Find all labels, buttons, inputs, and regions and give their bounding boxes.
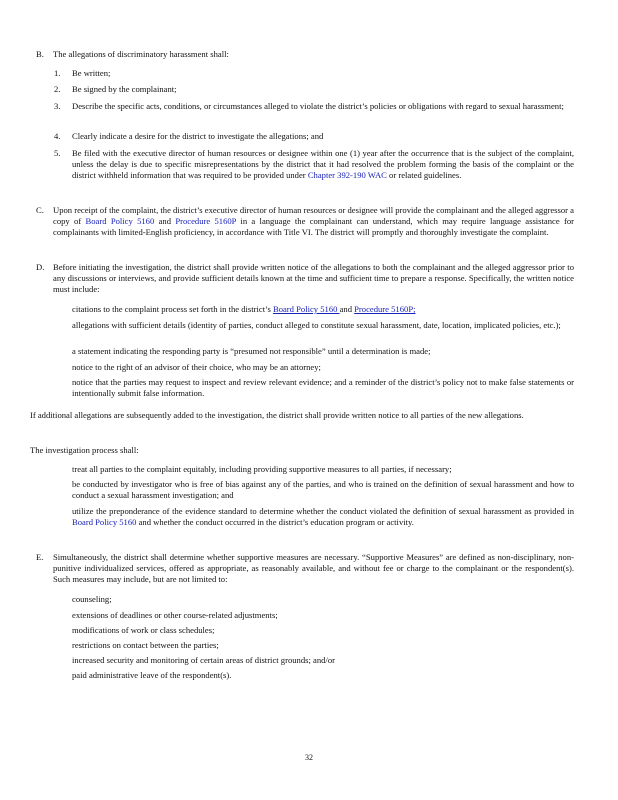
item-number: 3. xyxy=(54,101,61,111)
item-text: increased security and monitoring of certain areas of district grounds; and/or xyxy=(72,655,335,665)
chapter-wac-link[interactable]: Chapter 392-190 WAC xyxy=(307,169,387,180)
section-b xyxy=(36,49,574,60)
procedure-link[interactable]: Procedure 5160P xyxy=(175,215,237,226)
section-d xyxy=(36,262,574,294)
item-text: paid administrative leave of the respondent(s). xyxy=(72,670,232,680)
page-number: 32 xyxy=(305,753,313,762)
item-text: utilize the preponderance of the evidence standard to determine whether the conduct violated the definition of sexual harassment as provided in Board Policy 5160 and whether the conduct occurred in the district’s education program or activity. xyxy=(72,506,574,527)
list-item xyxy=(54,148,574,180)
list-item xyxy=(53,304,574,315)
item-text: Describe the specific acts, conditions, or circumstances alleged to violate the district’s policies or obligations with regard to sexual harassment; xyxy=(72,101,564,111)
board-policy-link[interactable]: Board Policy 5160 xyxy=(272,304,340,314)
item-number: 5. xyxy=(54,148,61,158)
item-number: 1. xyxy=(54,68,61,78)
list-item xyxy=(53,594,574,605)
list-item xyxy=(53,362,574,373)
section-e xyxy=(36,552,574,584)
item-text: modifications of work or class schedules; xyxy=(72,625,215,635)
procedure-link[interactable]: Procedure 5160P; xyxy=(354,304,416,314)
item-text: be conducted by investigator who is free of bias against any of the parties, and who is trained on the definition of sexual harassment and how to conduct a sexual harassment investigation; and xyxy=(72,479,574,500)
list-item xyxy=(53,320,574,331)
item-text: counseling; xyxy=(72,594,112,604)
list-item xyxy=(54,68,574,79)
item-number: 2. xyxy=(54,84,61,94)
item-text: citations to the complaint process set forth in the district’s Board Policy 5160 and Procedure 5160P; xyxy=(72,304,416,314)
list-item xyxy=(53,506,574,528)
list-item xyxy=(53,464,574,475)
list-item xyxy=(53,346,574,357)
section-marker: D. xyxy=(36,262,45,272)
list-item xyxy=(54,131,574,142)
item-text: a statement indicating the responding party is “presumed not responsible” until a determination is made; xyxy=(72,346,431,356)
section-c-text: Upon receipt of the complaint, the district’s executive director of human resources or designee will provide the complainant and the alleged aggressor a copy of Board Policy 5160 and Procedure 5160P in a language the complainant can understand, which may require language assistance for complainants with limited-English proficiency, in accordance with Title VI. The district will promptly and thoroughly investigate the complaint. xyxy=(53,205,574,237)
item-text: notice to the right of an advisor of their choice, who may be an attorney; xyxy=(72,362,321,372)
board-policy-link[interactable]: Board Policy 5160 xyxy=(85,215,155,226)
list-item xyxy=(53,625,574,636)
item-text: Clearly indicate a desire for the district to investigate the allegations; and xyxy=(72,131,324,141)
item-text: restrictions on contact between the parties; xyxy=(72,640,219,650)
list-item xyxy=(53,640,574,651)
item-text: treat all parties to the complaint equitably, including providing supportive measures to all parties, if necessary; xyxy=(72,464,452,474)
list-item xyxy=(53,377,574,399)
item-text: allegations with sufficient details (identity of parties, conduct alleged to constitute sexual harassment, date, location, implicated policies, etc.); xyxy=(72,320,561,330)
section-marker: C. xyxy=(36,205,44,215)
section-e-intro: Simultaneously, the district shall determine whether supportive measures are necessary. “Supportive Measures” are defined as non-disciplinary, non-punitive individualized services, offered as appropriate, as reasonably available, and without fee or charge to the complainant or the respondent(s). Such measures may include, but are not limited to: xyxy=(53,552,574,584)
list-item xyxy=(53,610,574,621)
process-intro: The investigation process shall: xyxy=(30,445,139,455)
item-text: extensions of deadlines or other course-related adjustments; xyxy=(72,610,278,620)
item-text: Be written; xyxy=(72,68,111,78)
item-text: notice that the parties may request to inspect and review relevant evidence; and a reminder of the district’s policy not to make false statements or intentionally submit false information. xyxy=(72,377,574,398)
list-item xyxy=(54,101,574,112)
list-item xyxy=(54,84,574,95)
item-text: Be filed with the executive director of human resources or designee within one (1) year after the occurrence that is the subject of the complaint, unless the delay is due to specific misrepresentations by the district that it had resolved the problem forming the basis of the complaint or the district withheld information that was required to be provided under Chapter 392-190 WAC or related guidelines. xyxy=(72,148,574,180)
section-marker: B. xyxy=(36,49,44,59)
section-marker: E. xyxy=(36,552,44,562)
section-d-intro: Before initiating the investigation, the district shall provide written notice of the allegations to both the complainant and the alleged aggressor prior to any discussions or interviews, and provide sufficient details known at the time and sufficient time to prepare a response. Specifically, the written notice must include: xyxy=(53,262,574,294)
list-item xyxy=(53,479,574,501)
additional-allegations-paragraph: If additional allegations are subsequently added to the investigation, the district shall provide written notice to all parties of the new allegations. xyxy=(30,410,524,420)
list-item xyxy=(53,655,574,666)
board-policy-link[interactable]: Board Policy 5160 xyxy=(72,516,137,527)
item-number: 4. xyxy=(54,131,61,141)
section-c xyxy=(36,205,574,237)
list-item xyxy=(53,670,574,681)
section-b-intro: The allegations of discriminatory harassment shall: xyxy=(53,49,229,59)
item-text: Be signed by the complainant; xyxy=(72,84,177,94)
